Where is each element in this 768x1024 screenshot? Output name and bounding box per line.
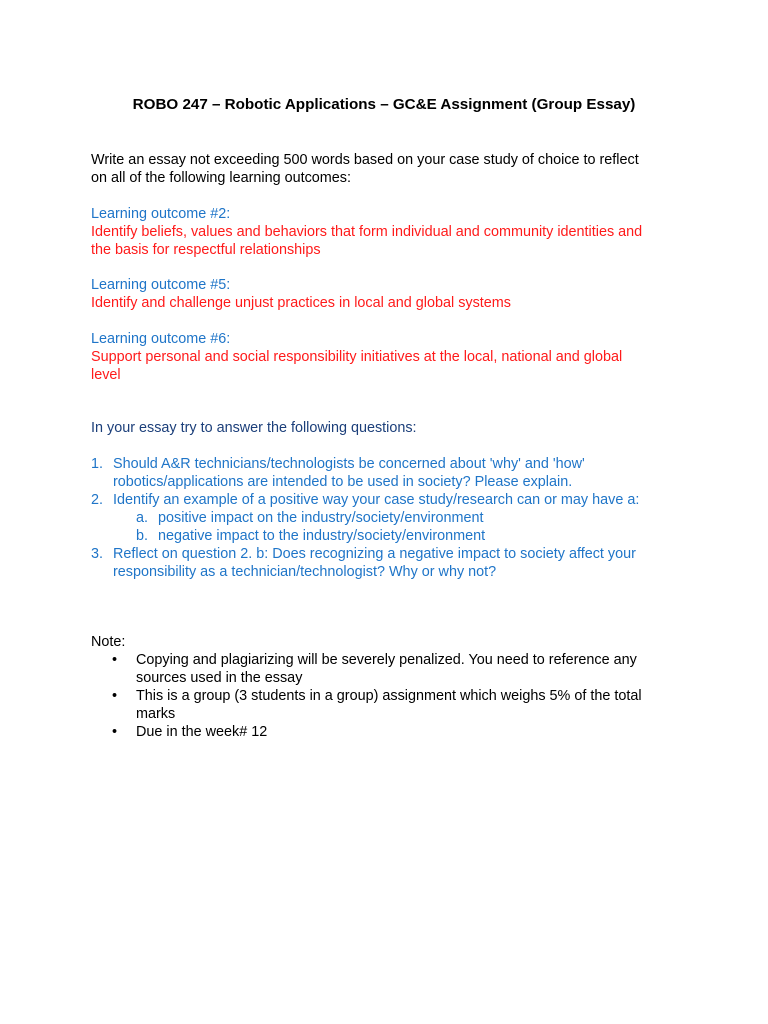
- learning-outcome-5: [91, 276, 681, 312]
- sub-item-label: a.: [136, 510, 149, 526]
- intro-paragraph: [91, 151, 681, 187]
- document-title: ROBO 247 – Robotic Applications – GC&E Assignment (Group Essay): [132, 96, 636, 113]
- learning-outcome-2: [91, 205, 681, 259]
- questions-intro: In your essay try to answer the following questions:: [91, 420, 417, 436]
- question-text: [113, 491, 639, 509]
- learning-outcome-6: [91, 330, 681, 384]
- bullet-icon: •: [112, 724, 118, 740]
- outcome-heading: Learning outcome #2:: [91, 206, 231, 222]
- note-line: Due in the week# 12: [136, 724, 268, 740]
- bullet-icon: •: [112, 652, 118, 668]
- question-number: 1.: [91, 456, 104, 472]
- outcome-text: Identify beliefs, values and behaviors that form individual and community identities and: [91, 224, 643, 240]
- sub-item-text: positive impact on the industry/society/environment: [158, 510, 484, 526]
- note-line: marks: [136, 706, 176, 722]
- note-line: sources used in the essay: [136, 670, 303, 686]
- question-text: [113, 455, 585, 491]
- sub-item-label: b.: [136, 528, 149, 544]
- outcome-text: level: [91, 367, 121, 383]
- question-number: 3.: [91, 546, 104, 562]
- note-text: [136, 687, 642, 723]
- question-line: robotics/applications are intended to be used in society? Please explain.: [113, 474, 573, 490]
- intro-line: on all of the following learning outcomes:: [91, 170, 351, 186]
- outcome-text: Identify and challenge unjust practices in local and global systems: [91, 295, 511, 311]
- note-line: Copying and plagiarizing will be severely penalized. You need to reference any: [136, 652, 637, 668]
- question-line: Identify an example of a positive way your case study/research can or may have a:: [113, 492, 640, 508]
- question-line: Reflect on question 2. b: Does recognizing a negative impact to society affect your: [113, 546, 636, 562]
- note-text: [136, 723, 267, 741]
- outcome-text: the basis for respectful relationships: [91, 242, 321, 258]
- note-line: This is a group (3 students in a group) assignment which weighs 5% of the total: [136, 688, 642, 704]
- outcome-heading: Learning outcome #6:: [91, 331, 231, 347]
- question-number: 2.: [91, 492, 104, 508]
- question-text: [113, 545, 636, 581]
- intro-line: Write an essay not exceeding 500 words based on your case study of choice to reflect: [91, 152, 639, 168]
- note-text: [136, 651, 637, 687]
- bullet-icon: •: [112, 688, 118, 704]
- question-line: responsibility as a technician/technologist? Why or why not?: [113, 564, 497, 580]
- outcome-text: Support personal and social responsibility initiatives at the local, national and global: [91, 349, 623, 365]
- outcome-heading: Learning outcome #5:: [91, 277, 231, 293]
- question-line: Should A&R technicians/technologists be concerned about 'why' and 'how': [113, 456, 585, 472]
- sub-item-text: negative impact to the industry/society/environment: [158, 528, 486, 544]
- note-heading: Note:: [91, 634, 126, 650]
